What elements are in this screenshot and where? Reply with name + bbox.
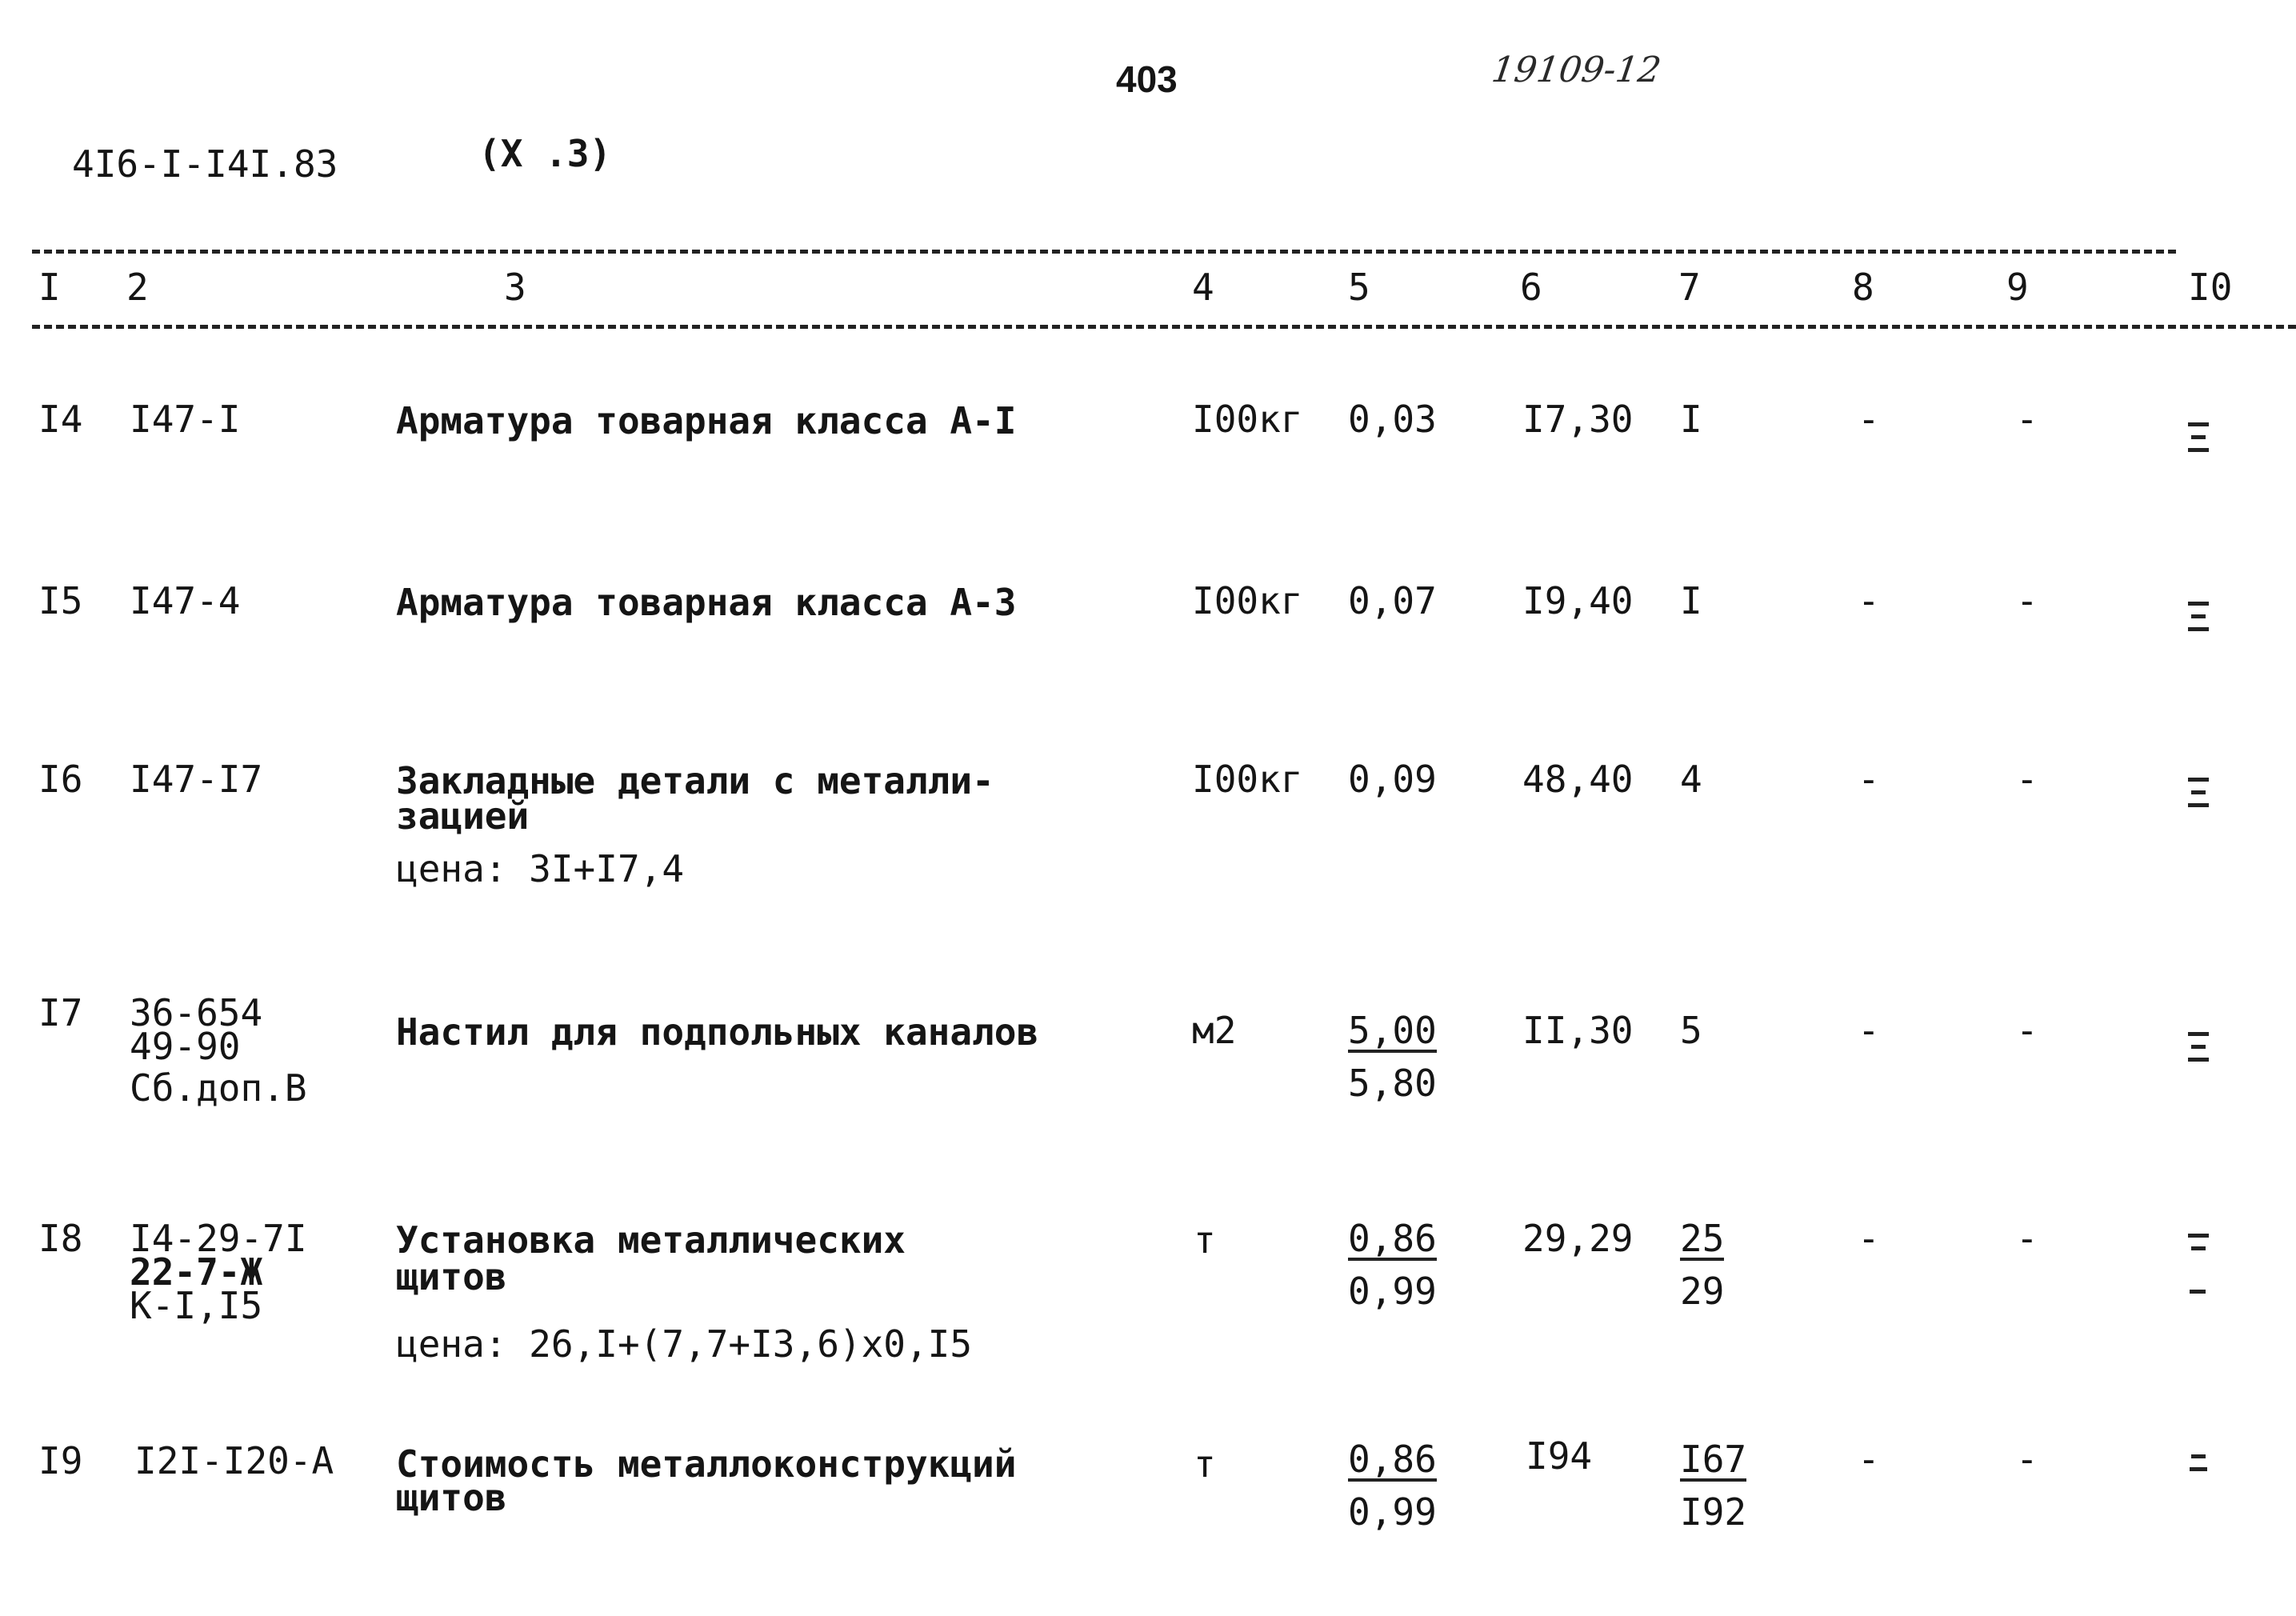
header-top-rule xyxy=(32,250,2176,254)
ditto-mark-icon xyxy=(2188,1032,2209,1070)
row-code-line: 22-7-Ж xyxy=(130,1250,263,1294)
handwritten-reference: 19109-12 xyxy=(1489,50,1664,90)
row-quantity: 0,03 xyxy=(1348,398,1437,441)
row-cost-adjusted: I92 xyxy=(1680,1490,1747,1534)
column-header-5: 5 xyxy=(1348,266,1370,309)
row-cost: 25 xyxy=(1680,1217,1725,1260)
row-unit: м2 xyxy=(1192,1009,1237,1052)
column-header-4: 4 xyxy=(1192,266,1214,309)
column-header-7: 7 xyxy=(1678,266,1701,309)
row-col9-dash: - xyxy=(2016,1217,2038,1260)
row-col8-dash: - xyxy=(1858,1217,1880,1260)
row-price-note: цена: 3I+I7,4 xyxy=(396,847,685,890)
document-code: 4I6-I-I4I.83 xyxy=(72,142,338,186)
row-cost: I xyxy=(1680,579,1702,622)
row-cost: I67 xyxy=(1680,1438,1747,1481)
row-unit: I00кг xyxy=(1192,579,1303,622)
row-code-line: I47-I7 xyxy=(130,758,263,801)
row-code-line: Сб.доп.В xyxy=(130,1066,307,1110)
ditto-mark-icon xyxy=(2188,778,2209,816)
row-unit-price: II,30 xyxy=(1522,1009,1634,1052)
row-unit-price: I7,30 xyxy=(1522,398,1634,441)
row-code-line: I47-I xyxy=(130,398,241,441)
row-quantity: 5,00 xyxy=(1348,1009,1437,1052)
row-quantity: 0,07 xyxy=(1348,579,1437,622)
row-number: I5 xyxy=(38,579,83,622)
row-col8-dash: - xyxy=(1858,1438,1880,1481)
column-header-10: I0 xyxy=(2188,266,2233,309)
column-header-3: 3 xyxy=(504,266,526,309)
row-cost-fraction xyxy=(1680,1217,1725,1313)
row-col8-dash: - xyxy=(1858,1009,1880,1052)
row-number: I4 xyxy=(38,398,83,441)
column-header-2: 2 xyxy=(126,266,149,309)
row-col9-dash: - xyxy=(2016,758,2038,801)
row-unit-price: 48,40 xyxy=(1522,758,1634,801)
row-number: I7 xyxy=(38,991,83,1034)
column-header-8: 8 xyxy=(1852,266,1874,309)
row-col9-dash: - xyxy=(2016,579,2038,622)
row-description-line: Закладные детали с металли- xyxy=(396,759,994,802)
row-col9-dash: - xyxy=(2016,1438,2038,1481)
row-cost: 4 xyxy=(1680,758,1702,801)
row-quantity: 0,86 xyxy=(1348,1438,1437,1481)
row-code-line: 49-90 xyxy=(130,1025,241,1068)
row-description-line: Установка металлических xyxy=(396,1218,906,1262)
row-code-line: I47-4 xyxy=(130,579,241,622)
row-quantity-adjusted: 0,99 xyxy=(1348,1270,1437,1313)
row-cost-adjusted: 29 xyxy=(1680,1270,1725,1313)
row-unit-price: I94 xyxy=(1526,1434,1593,1478)
column-header-9: 9 xyxy=(2006,266,2029,309)
row-quantity: 0,86 xyxy=(1348,1217,1437,1260)
row-description-line: щитов xyxy=(396,1255,507,1298)
row-description-line: Настил для подпольных каналов xyxy=(396,1010,1039,1054)
row-quantity-adjusted: 5,80 xyxy=(1348,1062,1437,1105)
row-unit: т xyxy=(1194,1218,1216,1262)
row-description-line: Арматура товарная класса А-3 xyxy=(396,581,1017,624)
column-header-6: 6 xyxy=(1520,266,1542,309)
row-unit-price: 29,29 xyxy=(1522,1217,1634,1260)
row-number: I6 xyxy=(38,758,83,801)
row-number: I8 xyxy=(38,1217,83,1260)
row-description-line: Арматура товарная класса А-I xyxy=(396,399,1017,442)
ditto-mark-icon xyxy=(2190,1454,2210,1480)
section-label: (X .3) xyxy=(478,132,612,175)
row-description-line: Стоимость металлоконструкций xyxy=(396,1442,1017,1486)
row-unit: I00кг xyxy=(1192,398,1303,441)
row-quantity-adjusted: 0,99 xyxy=(1348,1490,1437,1534)
row-quantity-fraction xyxy=(1348,1217,1437,1313)
page-number: 403 xyxy=(1116,58,1178,100)
header-bottom-rule xyxy=(32,325,2296,329)
row-col9-dash: - xyxy=(2016,1009,2038,1052)
row-unit: т xyxy=(1194,1442,1216,1486)
ditto-mark-icon xyxy=(2190,1290,2210,1302)
row-col9-dash: - xyxy=(2016,398,2038,441)
row-cost-fraction xyxy=(1680,1438,1747,1534)
row-price-note: цена: 26,I+(7,7+I3,6)x0,I5 xyxy=(396,1322,973,1366)
row-col8-dash: - xyxy=(1858,398,1880,441)
row-code-line: 36-654 xyxy=(130,991,263,1034)
row-unit-price: I9,40 xyxy=(1522,579,1634,622)
row-code-line: I2I-I20-А xyxy=(134,1439,334,1482)
row-description-line: зацией xyxy=(396,794,530,838)
row-description-line: щитов xyxy=(396,1476,507,1519)
column-header-1: I xyxy=(38,266,61,309)
row-number: I9 xyxy=(38,1439,83,1482)
row-code-line: I4-29-7I xyxy=(130,1217,307,1260)
ditto-mark-icon xyxy=(2188,422,2209,461)
row-col8-dash: - xyxy=(1858,758,1880,801)
row-quantity: 0,09 xyxy=(1348,758,1437,801)
row-unit: I00кг xyxy=(1192,758,1303,801)
row-col8-dash: - xyxy=(1858,579,1880,622)
ditto-mark-icon xyxy=(2188,1234,2209,1259)
ditto-mark-icon xyxy=(2188,602,2209,640)
row-code-line: К-I,I5 xyxy=(130,1284,263,1327)
row-cost: I xyxy=(1680,398,1702,441)
row-cost: 5 xyxy=(1680,1009,1702,1052)
row-quantity-fraction xyxy=(1348,1009,1437,1105)
row-quantity-fraction xyxy=(1348,1438,1437,1534)
